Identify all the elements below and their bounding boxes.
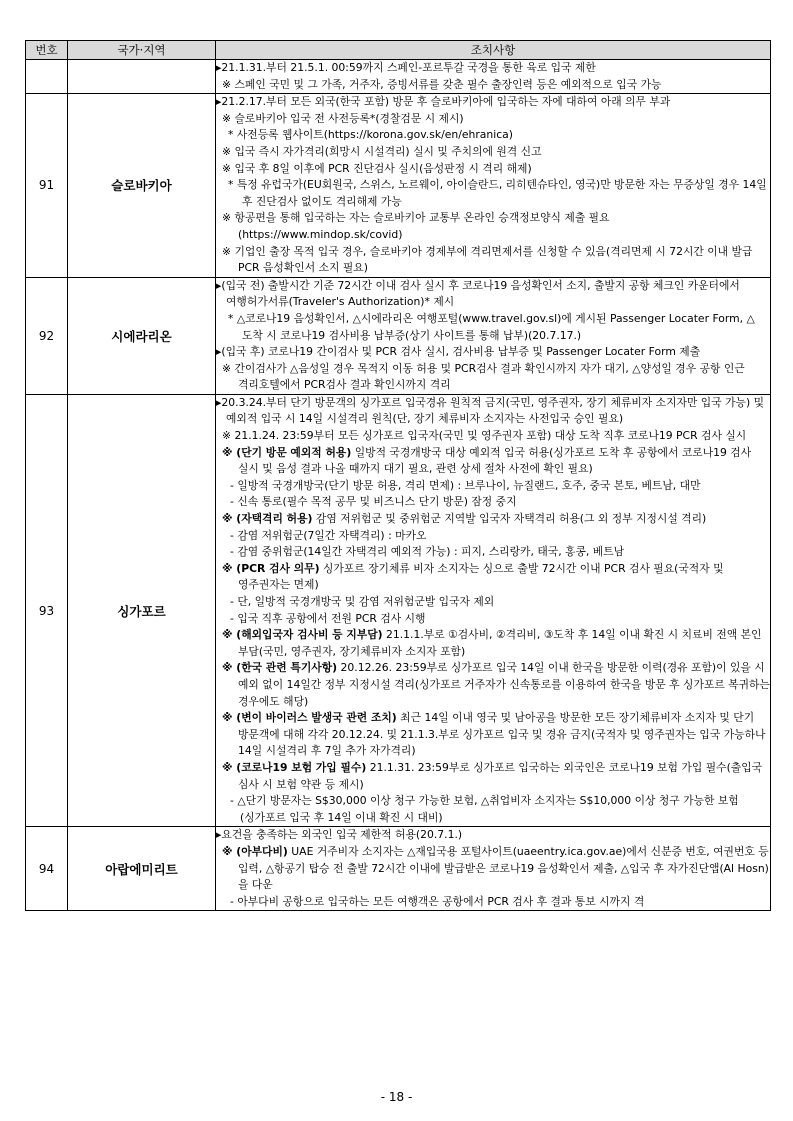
- measure-text: ※ 입국 후 8일 이후에 PCR 진단검사 실시(음성판정 시 격리 해제): [222, 161, 532, 175]
- row-measures: [216, 827, 771, 911]
- measure-line: [216, 827, 770, 844]
- measure-line: [216, 311, 770, 344]
- measures-table: [25, 40, 774, 911]
- measure-line: [216, 344, 770, 361]
- measure-heading: ※ (해외입국자 검사비 등 지부담): [222, 628, 383, 642]
- measure-text: * 특정 유럽국가(EU회원국, 스위스, 노르웨이, 아이슬란드, 리히텐슈타인, 영국)만 방문한 자는 무증상일 경우 14일 후 진단검사 없이도 격리해제 가능: [228, 178, 771, 208]
- row-measures: [216, 60, 771, 94]
- row-country: [68, 60, 216, 94]
- measure-text: - 아부다비 공항으로 입국하는 모든 여행객은 공항에서 PCR 검사 후 결과 통보 시까지 격: [230, 894, 645, 908]
- measure-line: [216, 395, 770, 428]
- header-country: 국가·지역: [68, 41, 216, 60]
- measure-line: [216, 844, 773, 894]
- measure-text: - 입국 직후 공항에서 전원 PCR 검사 시행: [230, 611, 426, 625]
- measure-line: [216, 660, 774, 710]
- measure-line: [216, 77, 770, 94]
- page-number: - 18 -: [380, 1090, 413, 1104]
- table-row: [26, 60, 771, 94]
- measure-text: - 일방적 국경개방국(단기 방문 허용, 격리 면제) : 브루나이, 뉴질랜드, 호주, 중국 본토, 베트남, 대만: [230, 478, 701, 492]
- table-header-row: [26, 41, 771, 60]
- measure-line: [216, 445, 770, 478]
- row-number: 94: [26, 827, 68, 911]
- table-row: [26, 94, 771, 278]
- measure-heading: ※ (코로나19 보험 가입 필수): [222, 760, 367, 774]
- row-measures: [216, 394, 774, 826]
- row-number: 92: [26, 277, 68, 394]
- measure-line: [216, 544, 770, 561]
- measure-line: [216, 561, 770, 594]
- measure-line: [216, 894, 770, 911]
- measure-text: ※ 슬로바키아 입국 전 사전등록*(경찰검문 시 제시): [222, 111, 464, 125]
- measure-line: [216, 361, 770, 394]
- measure-text: ※ 21.1.24. 23:59부터 모든 싱가포르 입국자(국민 및 영주권자 포함) 대상 도착 직후 코로나19 PCR 검사 실시: [222, 429, 747, 443]
- measure-text: - 감염 중위험군(14일간 자택격리 예외적 가능) : 피지, 스리랑카, 태국, 홍콩, 베트남: [230, 545, 625, 559]
- measure-text: 감염 저위험군 및 중위험군 지역발 입국자 자택격리 허용(그 외 정부 지정시설 격리): [312, 512, 707, 526]
- measure-line: [216, 793, 770, 826]
- measure-line: [216, 278, 770, 311]
- row-country: 아랍에미리트: [68, 827, 216, 911]
- measure-line: [216, 127, 770, 144]
- measure-line: [216, 710, 770, 760]
- measure-text: - 감염 저위험군(7일간 자택격리) : 마카오: [230, 528, 427, 542]
- row-country: 시에라리온: [68, 277, 216, 394]
- measure-text: * 사전등록 웹사이트(https://korona.gov.sk/en/ehranica): [228, 128, 514, 142]
- measure-text: - △단기 방문자는 S$30,000 이상 청구 가능한 보험, △취업비자 소지자는 S$10,000 이상 청구 가능한 보험(싱가포르 입국 후 14일 이내 확진 시 대비): [230, 794, 739, 824]
- measure-text: 20.12.26. 23:59부로 싱가포르 입국 14일 이내 한국을 방문한 이력(경유 포함)이 있을 시 예외 없이 14일간 정부 지정시설 격리(싱가포르 거주자가 신속통로를 이용하여 한국을 방문 후 싱가포르 복귀하는 경우에도 해당): [238, 661, 774, 708]
- table-row: [26, 394, 771, 826]
- table-row: [26, 827, 771, 911]
- row-measures: [216, 94, 771, 278]
- table-row: [26, 277, 771, 394]
- measure-text: ※ 기업인 출장 목적 입국 경우, 슬로바키아 경제부에 격리면제서를 신청할 수 있음(격리면제 시 72시간 이내 발급 PCR 음성확인서 소지 필요): [222, 244, 756, 275]
- header-number: 번호: [26, 41, 68, 60]
- measure-heading: ※ (자택격리 허용): [222, 512, 313, 526]
- row-measures: [216, 277, 771, 394]
- measure-text: ※ 입국 즉시 자가격리(희망시 시설격리) 실시 및 주치의에 원격 신고: [222, 144, 542, 158]
- measure-text: ▸(입국 후) 코로나19 간이검사 및 PCR 검사 실시, 검사비용 납부증 및 Passenger Locater Form 제출: [216, 345, 701, 359]
- measure-line: [216, 511, 770, 528]
- measure-text: 싱가포르 장기체류 비자 소지자는 싱으로 출발 72시간 이내 PCR 검사 필요(국적자 및 영주권자는 면제): [238, 561, 727, 592]
- measure-line: [216, 161, 770, 178]
- measure-text: ※ 스페인 국민 및 그 가족, 거주자, 증빙서류를 갖춘 필수 출장인력 등은 예외적으로 입국 가능: [222, 77, 662, 91]
- measure-line: [216, 594, 770, 611]
- measure-line: [216, 144, 770, 161]
- row-country: 슬로바키아: [68, 94, 216, 278]
- measure-text: ▸21.1.31.부터 21.5.1. 00:59까지 스페인-포르투갈 국경을 통한 육로 입국 제한: [216, 61, 596, 74]
- measure-heading: ※ (변이 바이러스 발생국 관련 조치): [222, 711, 397, 725]
- measure-text: * △코로나19 음성확인서, △시에라리온 여행포털(www.travel.gov.sl)에 게시된 Passenger Locater Form, △도착 시 코로나19 검사비용 납부증(상기 사이트를 통해 납부)(20.7.17.): [228, 311, 755, 342]
- row-number: [26, 60, 68, 94]
- row-number: 91: [26, 94, 68, 278]
- measure-text: ▸요건을 충족하는 외국인 입국 제한적 허용(20.7.1.): [216, 828, 463, 842]
- measure-text: - 단, 일방적 국경개방국 및 감염 저위험군발 입국자 제외: [230, 595, 495, 608]
- measure-text: ※ 항공편을 통해 입국하는 자는 슬로바키아 교통부 온라인 승객정보양식 제출 필요(https://www.mindop.sk/covid): [222, 211, 610, 241]
- measure-line: [216, 627, 770, 660]
- measure-line: [216, 428, 770, 445]
- measure-line: [216, 60, 770, 77]
- measure-line: [216, 111, 770, 128]
- measure-heading: ※ (PCR 검사 의무): [222, 561, 320, 575]
- header-measures: 조치사항: [216, 41, 771, 60]
- measure-line: [216, 94, 770, 111]
- measure-text: 최근 14일 이내 영국 및 남아공을 방문한 모든 장기체류비자 소지자 및 단기 방문객에 대해 각각 20.12.24. 및 21.1.3.부로 싱가포르 입국 및 경유 금지(국적자 및 영주권자는 입국 가능하나 14일 시설격리 후 7일 추가 자가격리): [238, 711, 769, 758]
- measure-line: [216, 760, 770, 793]
- row-country: 싱가포르: [68, 394, 216, 826]
- measure-text: ※ 간이검사가 △음성일 경우 목적지 이동 허용 및 PCR검사 결과 확인시까지 자가 대기, △양성일 경우 공항 인근 격리호텔에서 PCR검사 결과 확인시까지 격리: [222, 361, 749, 392]
- measure-heading: ※ (한국 관련 특기사항): [222, 661, 338, 675]
- measure-line: [216, 611, 770, 628]
- measure-line: [216, 210, 770, 243]
- measure-text: ▸20.3.24.부터 단기 방문객의 싱가포르 입국경유 원칙적 금지(국민, 영주권자, 장기 체류비자 소지자만 입국 가능) 및 예외적 입국 시 14일 시설격리 원칙(단, 장기 체류비자 소지자는 사전입국 승인 필요): [216, 395, 768, 426]
- measure-text: 21.1.31. 23:59부로 싱가포르 입국하는 외국인은 코로나19 보험 가입 필수(출입국 심사 시 보험 약관 등 제시): [238, 760, 766, 791]
- row-number: 93: [26, 394, 68, 826]
- measure-line: [216, 528, 770, 545]
- measure-line: [216, 177, 770, 210]
- measure-heading: ※ (아부다비): [222, 844, 288, 858]
- measure-text: ▸(입국 전) 출발시간 기준 72시간 이내 검사 실시 후 코로나19 음성확인서 소지, 출발지 공항 체크인 카운터에서 여행허가서류(Traveler's Authorization)* 제시: [216, 278, 744, 309]
- measure-line: [216, 478, 770, 495]
- measure-text: - 신속 통로(필수 목적 공무 및 비즈니스 단기 방문) 잠정 중지: [230, 495, 517, 509]
- measure-text: 일방적 국경개방국 대상 예외적 입국 허용(싱가포르 도착 후 공항에서 코로나19 검사 실시 및 음성 결과 나올 때까지 대기 필요, 관련 상세 절차 사전에 확인 필요): [238, 445, 755, 476]
- measure-line: [216, 244, 770, 277]
- measure-line: [216, 494, 770, 511]
- measure-text: 21.1.1.부로 ①검사비, ②격리비, ③도착 후 14일 이내 확진 시 치료비 전액 본인 부담(국민, 영주권자, 장기체류비자 소지자 포함): [238, 628, 765, 658]
- measure-text: ▸21.2.17.부터 모든 외국(한국 포함) 방문 후 슬로바키아에 입국하는 자에 대하여 아래 의무 부과: [216, 95, 671, 109]
- measure-text: UAE 거주비자 소지자는 △재입국용 포털사이트(uaeentry.ica.gov.ae)에서 신분증 번호, 여권번호 등 입력, △항공기 탑승 전 출발 72시간 이내에 발급받은 코로나19 음성확인서 제출, △입국 후 자가진단앱(Al Hosn)을 다운: [238, 844, 773, 892]
- measure-heading: ※ (단기 방문 예외적 허용): [222, 445, 352, 459]
